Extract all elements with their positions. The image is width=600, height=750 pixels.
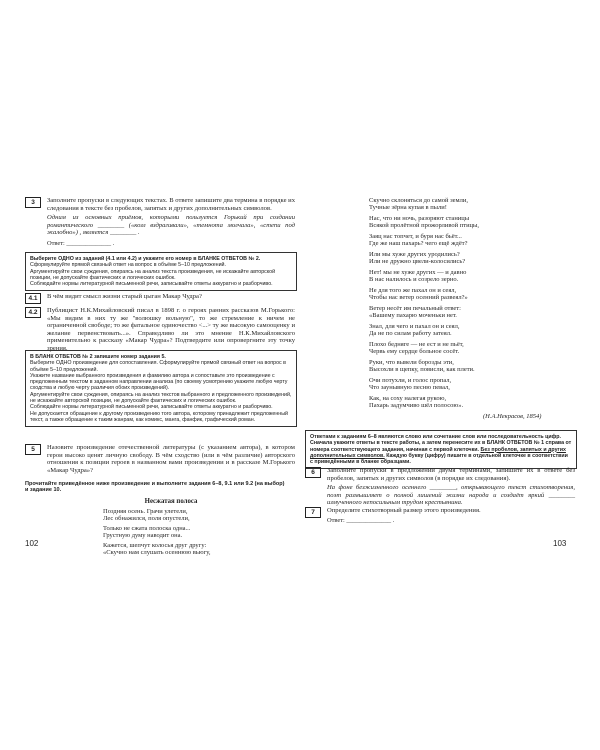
- task-number: 3: [25, 197, 41, 208]
- instruction-line: Соблюдайте нормы литературной письменной речи, записывайте ответы аккуратно и разборчиво.: [30, 404, 273, 411]
- stanza: [369, 395, 463, 410]
- poem-line: Руки, что вывели борозды эти,: [369, 359, 454, 366]
- poem-line: Заяц нас топчет, и буря нас бьёт...: [369, 233, 462, 240]
- instruction-line: Выберите ОДНО из заданий (4.1 или 4.2) и укажите его номер в БЛАНКЕ ОТВЕТОВ № 2.: [30, 256, 261, 262]
- stanza: [369, 377, 451, 392]
- task-text: Публицист Н.К.Михайловский писал в 1898 г. о героях ранних рассказов М.Горького: «Мы видим в них ту же "волюшку вольную", то же стремление к ничем не ограниченной свободе; то же фатальное одиночество <...> ту же высокую самооценку и желание первенствовать...». Справедливо ли это мнение Н.К.Михайловского применительно к рассказу «Макар Чудра»? Подтвердите или опровергните эту точку зрения.: [47, 307, 295, 352]
- reading-instruction: Прочитайте приведённое ниже произведение и выполните задания 6–8, 9.1 или 9.2 (на выбор) и задание 10.: [25, 481, 285, 494]
- stanza: [369, 359, 475, 374]
- stanza: [369, 215, 479, 230]
- answer-line[interactable]: Ответ: ______________ .: [327, 517, 395, 524]
- poem-line: Грустную думу наводит она.: [103, 532, 183, 540]
- instruction-line: Соблюдайте нормы литературной письменной речи, записывайте ответы аккуратно и разборчиво.: [30, 281, 273, 288]
- instruction-box-2: [25, 350, 297, 427]
- poem-line: Очи потухли, и голос пропал,: [369, 377, 452, 384]
- poem-line: Ветер несёт им печальный ответ:: [369, 305, 461, 312]
- poem-line: Или мы хуже других уродились?: [369, 251, 460, 258]
- poem-attribution: (Н.А.Некрасов, 1854): [483, 413, 542, 420]
- task-number: 6: [305, 467, 321, 478]
- poem-line: «Скучно нам слушать осеннюю вьюгу,: [103, 549, 211, 557]
- answer-line[interactable]: Ответ: ______________ .: [47, 240, 115, 247]
- poem-line: Высохли в щепку, повисли, как плети.: [369, 366, 475, 374]
- poem-line: Пахарь задумчиво шёл полосою».: [369, 402, 464, 410]
- task-text: Определите стихотворный размер этого произведения.: [327, 507, 481, 514]
- poem-line: Чтобы нас ветер осенний развеял?»: [369, 294, 468, 302]
- poem-line: Кажется, шепчут колосья друг другу:: [103, 542, 207, 549]
- poem-line: Где же наш пахарь? чего ещё ждёт?: [369, 240, 468, 248]
- task-text: Заполните пропуски в следующих текстах. В ответе запишите два термина в порядке их следования в тексте без пробелов, запятых и других дополнительных символов.: [47, 197, 295, 212]
- instruction-box-1: [25, 252, 297, 291]
- poem-line: Что заунывную песню певал,: [369, 384, 450, 392]
- poem-line: Тучные зёрна купая в пыли!: [369, 204, 447, 212]
- instruction-line: В БЛАНК ОТВЕТОВ № 2 запишите номер задания 5.: [30, 354, 166, 360]
- poem-line: «Вашему пахарю моченьки нет.: [369, 312, 457, 320]
- poem-title: Несжатая полоса: [144, 498, 198, 505]
- poem-line: В нас налилось и созрело зерно.: [369, 276, 459, 284]
- poem-line: Плохо бедняге — не ест и не пьёт,: [369, 341, 464, 348]
- task-quote: На фоне безжизненного осеннего ________, открывающего текст стихотворения, поэт размышляет о полной лишений жизни народа и создаёт яркий ________ измученного непосильным трудом крестьянина.: [327, 484, 575, 507]
- stanza: [369, 287, 468, 302]
- instruction-line: Сформулируйте прямой связный ответ на вопрос в объёме 5–10 предложений.: [30, 262, 226, 269]
- poem-line: Только не сжата полоска одна...: [103, 525, 191, 532]
- task-number: 4.2: [25, 307, 41, 318]
- instruction-line: Аргументируйте свои суждения, опираясь на анализ текстов выбранного и предложенного произведений, не искажайте авторской позиции, не допускайте фактических и логических ошибок.: [30, 391, 292, 405]
- instruction-line: Не допускается обращение к другому произведению того автора, которому принадлежит предложенный текст, а также обращение к таким жанрам, как комикс, манга, фанфик, графический роман.: [30, 410, 288, 423]
- stanza: [369, 251, 465, 266]
- instruction-line: Без пробелов, запятых и других дополнительных символов.: [310, 446, 566, 459]
- stanza: [103, 542, 211, 557]
- stanza: [103, 508, 190, 523]
- instruction-box-3: [305, 430, 577, 469]
- poem-line: Лес обнажился, поля опустели,: [103, 515, 190, 523]
- stanza: [369, 305, 461, 320]
- instruction-line: Выберите ОДНО произведение для сопоставления. Сформулируйте прямой связный ответ на вопрос в объёме 5–10 предложений.: [30, 360, 286, 373]
- task-text: Назовите произведение отечественной литературы (с указанием автора), в котором герои высоко ценят личную свободу. В чём сходство (или в чём различие) авторского отношения к позиции героев в названном вами произведении и в рассказе М.Горького «Макар Чудра»?: [47, 444, 295, 474]
- instruction-line: Каждую букву (цифру) пишите в отдельной клеточке в соответствии с приведёнными в бланке образцами.: [310, 452, 568, 466]
- stanza: [369, 197, 468, 212]
- poem-line: Не для того же пахал он и сеял,: [369, 287, 457, 294]
- task-number: 5: [25, 444, 41, 455]
- stanza: [369, 233, 467, 248]
- left-page: [25, 197, 295, 557]
- poem-line: Всякой пролётной прожорливой птицы,: [369, 222, 480, 230]
- task-text: Заполните пропуски в предложении двумя терминами, запишите их в ответе без пробелов, запятых и других символов (в порядке их следования).: [327, 467, 575, 482]
- poem-line: Поздняя осень. Грачи улетели,: [103, 508, 188, 515]
- page-number: 103: [553, 539, 567, 548]
- right-page: [305, 197, 575, 548]
- stanza: [369, 341, 464, 356]
- instruction-line: Укажите название выбранного произведения и фамилию автора и сопоставьте это произведение с предложенным текстом в заданном направлении анализа (по своему усмотрению укажите любую черту сходства и любую черту различия обоих произведений).: [30, 372, 288, 392]
- poem-line: Как, на соху налегая рукою,: [369, 395, 447, 402]
- poem-line: Или не дружно цвели-колосились?: [369, 258, 466, 266]
- stanza: [103, 525, 190, 540]
- poem-line: Нас, что ни ночь, разоряют станицы: [369, 215, 470, 222]
- task-quote: Одним из основных приёмов, которыми пользуется Горький при создании романтического ________ («козл вздрагивали», «темнота молчала», «степи под жалобно») , является ________ .: [47, 214, 295, 237]
- task-text: В чём видит смысл жизни старый цыган Макар Чудра?: [47, 293, 202, 300]
- poem-line: Знал, для чего и пахал он и сеял,: [369, 323, 460, 330]
- instruction-line: Ответами к заданиям 6–8 являются слово или сочетание слов или последовательность цифр. Сначала укажите ответы в тексте работы, а затем перенесите их в БЛАНК ОТВЕТОВ № 1 справа от номера соответствующего задания, начиная с первой клеточки.: [310, 434, 572, 453]
- poem-line: Нет! мы не хуже других — и давно: [369, 269, 467, 276]
- task-number: 7: [305, 507, 321, 518]
- stanza: [369, 323, 459, 338]
- page-number: 102: [25, 539, 39, 548]
- instruction-line: Аргументируйте свои суждения, опираясь на анализ текста произведения, не искажайте авторской позиции, не допускайте фактических и логических ошибок.: [30, 268, 276, 281]
- stanza: [369, 269, 466, 284]
- poem-line: Червь ему сердце больное сосёт.: [369, 348, 460, 356]
- poem-line: Скучно склоняться до самой земли,: [369, 197, 468, 204]
- poem-line: Да не по силам работу затеял.: [369, 330, 452, 338]
- task-number: 4.1: [25, 293, 41, 304]
